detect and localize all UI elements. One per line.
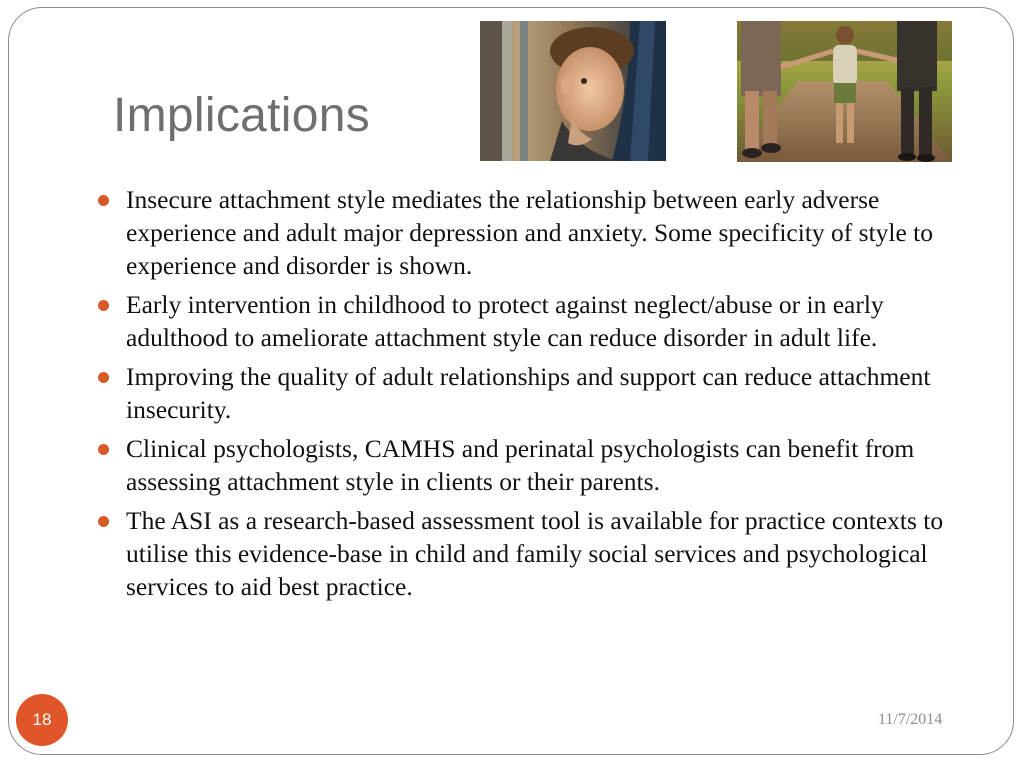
slide-title: Implications — [113, 89, 371, 142]
bullet-dot-icon — [98, 444, 109, 455]
slide-date: 11/7/2014 — [878, 711, 943, 728]
bullet-item — [96, 504, 946, 603]
bullet-text: The ASI as a research-based assessment tool is available for practice contexts to utilise this evidence-base in child and family social services and psychological services to aid best practice. — [126, 506, 944, 601]
family-walking-photo — [737, 21, 952, 162]
bullet-dot-icon — [98, 195, 109, 206]
bullet-item — [96, 183, 946, 282]
bullet-item — [96, 288, 946, 354]
bullet-text: Clinical psychologists, CAMHS and perinatal psychologists can benefit from assessing attachment style in clients or their parents. — [126, 434, 915, 496]
bullet-item — [96, 360, 946, 426]
bullet-list — [96, 183, 946, 609]
bullet-dot-icon — [98, 372, 109, 383]
page-number-badge: 18 — [16, 694, 68, 746]
bullet-text: Early intervention in childhood to protect against neglect/abuse or in early adulthood to ameliorate attachment style can reduce disorder in adult life. — [126, 290, 884, 352]
bullet-dot-icon — [98, 300, 109, 311]
bullet-text: Improving the quality of adult relationships and support can reduce attachment insecurity. — [126, 362, 931, 424]
bullet-text: Insecure attachment style mediates the relationship between early adverse experience and adult major depression and anxiety. Some specificity of style to experience and disorder is shown. — [126, 185, 934, 280]
child-at-window-photo — [480, 21, 666, 161]
bullet-dot-icon — [98, 516, 109, 527]
bullet-item — [96, 432, 946, 498]
